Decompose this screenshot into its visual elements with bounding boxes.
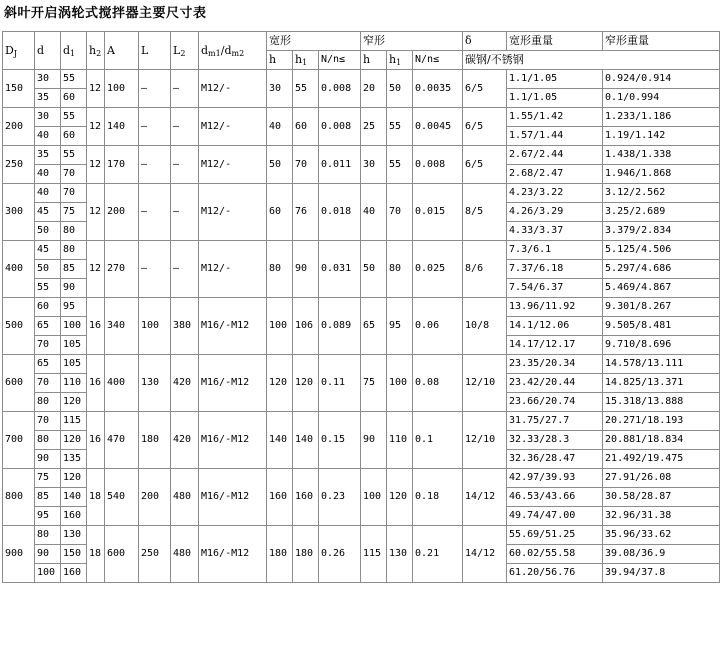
cell-wn: 0.11: [319, 355, 361, 412]
cell-wh1: 76: [293, 184, 319, 241]
cell-d: 80: [35, 393, 61, 412]
cell-l2: 480: [171, 526, 199, 583]
cell-d1: 115: [61, 412, 87, 431]
cell-d: 55: [35, 279, 61, 298]
cell-l: 200: [139, 469, 171, 526]
table-row: [3, 526, 720, 545]
header-l: L: [139, 32, 171, 70]
cell-wide-weight: 23.66/20.74: [507, 393, 603, 412]
cell-wn: 0.089: [319, 298, 361, 355]
cell-nh1: 110: [387, 412, 413, 469]
cell-l2: –: [171, 241, 199, 298]
table-row: [3, 412, 720, 431]
cell-dm: M12/-: [199, 70, 267, 108]
table-row: [3, 108, 720, 127]
cell-narrow-weight: 20.881/18.834: [603, 431, 720, 450]
cell-d: 50: [35, 222, 61, 241]
cell-dm: M16/-M12: [199, 298, 267, 355]
cell-nh: 20: [361, 70, 387, 108]
cell-narrow-weight: 30.58/28.87: [603, 488, 720, 507]
cell-d: 70: [35, 412, 61, 431]
cell-wide-weight: 4.33/3.37: [507, 222, 603, 241]
cell-delta: 10/8: [463, 298, 507, 355]
cell-narrow-weight: 5.297/4.686: [603, 260, 720, 279]
cell-wn: 0.15: [319, 412, 361, 469]
cell-l2: –: [171, 146, 199, 184]
cell-wide-weight: 1.1/1.05: [507, 70, 603, 89]
cell-d1: 95: [61, 298, 87, 317]
cell-narrow-weight: 1.946/1.868: [603, 165, 720, 184]
cell-d: 60: [35, 298, 61, 317]
table-body: [3, 70, 720, 583]
cell-d1: 110: [61, 374, 87, 393]
cell-dm: M12/-: [199, 146, 267, 184]
cell-wide-weight: 2.68/2.47: [507, 165, 603, 184]
cell-d1: 150: [61, 545, 87, 564]
header-dm: $d_{m1}/d_{m2}$: [199, 32, 267, 70]
cell-d: 65: [35, 355, 61, 374]
cell-d: 90: [35, 545, 61, 564]
cell-nh: 100: [361, 469, 387, 526]
cell-d: 65: [35, 317, 61, 336]
table-row: [3, 70, 720, 89]
cell-wide-weight: 31.75/27.7: [507, 412, 603, 431]
table-row: [3, 469, 720, 488]
header-narrow-weight: 窄形重量: [603, 32, 720, 51]
cell-delta: 8/6: [463, 241, 507, 298]
table-row: [3, 241, 720, 260]
cell-narrow-weight: 39.94/37.8: [603, 564, 720, 583]
cell-d: 30: [35, 70, 61, 89]
cell-wh: 140: [267, 412, 293, 469]
cell-wh: 30: [267, 70, 293, 108]
cell-nh1: 55: [387, 146, 413, 184]
cell-d: 35: [35, 89, 61, 108]
cell-nh1: 55: [387, 108, 413, 146]
cell-delta: 8/5: [463, 184, 507, 241]
header-narrow-h1: $h_1$: [387, 51, 413, 70]
header-h2: $h_2$: [87, 32, 105, 70]
cell-h2: 16: [87, 355, 105, 412]
cell-nh: 30: [361, 146, 387, 184]
cell-d1: 160: [61, 564, 87, 583]
header-wide-weight: 宽形重量: [507, 32, 603, 51]
cell-wide-weight: 13.96/11.92: [507, 298, 603, 317]
cell-narrow-weight: 20.271/18.193: [603, 412, 720, 431]
cell-dm: M12/-: [199, 241, 267, 298]
cell-d: 90: [35, 450, 61, 469]
cell-nn: 0.025: [413, 241, 463, 298]
cell-narrow-weight: 0.1/0.994: [603, 89, 720, 108]
cell-l: 100: [139, 298, 171, 355]
header-wide-ratio: N/n≤: [319, 51, 361, 70]
cell-wide-weight: 14.1/12.06: [507, 317, 603, 336]
header-wide-h: h: [267, 51, 293, 70]
cell-narrow-weight: 21.492/19.475: [603, 450, 720, 469]
cell-narrow-weight: 1.438/1.338: [603, 146, 720, 165]
cell-h2: 16: [87, 412, 105, 469]
cell-nh: 65: [361, 298, 387, 355]
cell-delta: 14/12: [463, 526, 507, 583]
cell-wh1: 160: [293, 469, 319, 526]
cell-dj: 900: [3, 526, 35, 583]
cell-nn: 0.1: [413, 412, 463, 469]
cell-nh1: 120: [387, 469, 413, 526]
cell-d1: 140: [61, 488, 87, 507]
cell-d: 85: [35, 488, 61, 507]
cell-wide-weight: 1.55/1.42: [507, 108, 603, 127]
cell-dj: 400: [3, 241, 35, 298]
cell-d: 45: [35, 203, 61, 222]
cell-nn: 0.0045: [413, 108, 463, 146]
cell-wh1: 106: [293, 298, 319, 355]
cell-wide-weight: 46.53/43.66: [507, 488, 603, 507]
cell-d1: 120: [61, 431, 87, 450]
cell-d1: 130: [61, 526, 87, 545]
cell-d1: 80: [61, 241, 87, 260]
cell-nn: 0.08: [413, 355, 463, 412]
header-row-1: [3, 32, 720, 51]
cell-wn: 0.008: [319, 108, 361, 146]
cell-nh1: 70: [387, 184, 413, 241]
cell-l2: 380: [171, 298, 199, 355]
cell-narrow-weight: 3.25/2.689: [603, 203, 720, 222]
cell-wide-weight: 1.57/1.44: [507, 127, 603, 146]
cell-nn: 0.18: [413, 469, 463, 526]
cell-dj: 150: [3, 70, 35, 108]
cell-nn: 0.008: [413, 146, 463, 184]
header-d1: $d_1$: [61, 32, 87, 70]
cell-nh: 50: [361, 241, 387, 298]
cell-a: 270: [105, 241, 139, 298]
cell-wide-weight: 32.36/28.47: [507, 450, 603, 469]
cell-delta: 14/12: [463, 469, 507, 526]
cell-d1: 60: [61, 127, 87, 146]
cell-narrow-weight: 3.379/2.834: [603, 222, 720, 241]
cell-d1: 55: [61, 108, 87, 127]
cell-a: 340: [105, 298, 139, 355]
cell-narrow-weight: 1.19/1.142: [603, 127, 720, 146]
header-narrow-ratio: N/n≤: [413, 51, 463, 70]
cell-nn: 0.06: [413, 298, 463, 355]
table-row: [3, 184, 720, 203]
cell-narrow-weight: 3.12/2.562: [603, 184, 720, 203]
cell-wh: 60: [267, 184, 293, 241]
cell-wide-weight: 23.42/20.44: [507, 374, 603, 393]
header-narrow: 窄形: [361, 32, 463, 51]
cell-nh1: 95: [387, 298, 413, 355]
cell-d1: 90: [61, 279, 87, 298]
cell-wn: 0.011: [319, 146, 361, 184]
cell-wh1: 180: [293, 526, 319, 583]
cell-narrow-weight: 0.924/0.914: [603, 70, 720, 89]
cell-d1: 70: [61, 165, 87, 184]
header-d: d: [35, 32, 61, 70]
cell-a: 140: [105, 108, 139, 146]
cell-nh: 75: [361, 355, 387, 412]
cell-d: 30: [35, 108, 61, 127]
cell-nh: 115: [361, 526, 387, 583]
cell-a: 170: [105, 146, 139, 184]
cell-wh1: 60: [293, 108, 319, 146]
cell-nh1: 50: [387, 70, 413, 108]
cell-l: –: [139, 70, 171, 108]
page-title: 斜叶开启涡轮式搅拌器主要尺寸表: [4, 6, 207, 21]
cell-dm: M12/-: [199, 108, 267, 146]
cell-d: 40: [35, 165, 61, 184]
cell-wh: 40: [267, 108, 293, 146]
cell-h2: 12: [87, 184, 105, 241]
header-narrow-h: h: [361, 51, 387, 70]
cell-dj: 500: [3, 298, 35, 355]
cell-wh: 50: [267, 146, 293, 184]
cell-delta: 6/5: [463, 70, 507, 108]
cell-d1: 55: [61, 70, 87, 89]
cell-wh1: 120: [293, 355, 319, 412]
cell-l: –: [139, 184, 171, 241]
cell-nn: 0.015: [413, 184, 463, 241]
cell-d: 80: [35, 526, 61, 545]
cell-narrow-weight: 5.469/4.867: [603, 279, 720, 298]
cell-l: 180: [139, 412, 171, 469]
cell-dj: 600: [3, 355, 35, 412]
cell-nh: 25: [361, 108, 387, 146]
cell-d1: 160: [61, 507, 87, 526]
cell-wide-weight: 2.67/2.44: [507, 146, 603, 165]
cell-wide-weight: 7.37/6.18: [507, 260, 603, 279]
cell-wide-weight: 14.17/12.17: [507, 336, 603, 355]
cell-wide-weight: 55.69/51.25: [507, 526, 603, 545]
dimension-table: [2, 31, 720, 583]
cell-wh1: 140: [293, 412, 319, 469]
cell-wide-weight: 60.02/55.58: [507, 545, 603, 564]
cell-d: 95: [35, 507, 61, 526]
cell-dm: M16/-M12: [199, 469, 267, 526]
cell-wh: 120: [267, 355, 293, 412]
cell-h2: 12: [87, 108, 105, 146]
cell-dj: 300: [3, 184, 35, 241]
cell-h2: 18: [87, 469, 105, 526]
cell-l2: –: [171, 70, 199, 108]
cell-wide-weight: 61.20/56.76: [507, 564, 603, 583]
cell-nh1: 80: [387, 241, 413, 298]
cell-nh: 40: [361, 184, 387, 241]
cell-dj: 200: [3, 108, 35, 146]
cell-delta: 12/10: [463, 412, 507, 469]
cell-wn: 0.031: [319, 241, 361, 298]
cell-wide-weight: 23.35/20.34: [507, 355, 603, 374]
cell-a: 100: [105, 70, 139, 108]
cell-l2: –: [171, 108, 199, 146]
cell-narrow-weight: 14.825/13.371: [603, 374, 720, 393]
cell-wn: 0.018: [319, 184, 361, 241]
cell-narrow-weight: 5.125/4.506: [603, 241, 720, 260]
cell-wh: 160: [267, 469, 293, 526]
cell-dj: 800: [3, 469, 35, 526]
cell-l2: 420: [171, 412, 199, 469]
cell-d1: 75: [61, 203, 87, 222]
cell-wh: 180: [267, 526, 293, 583]
cell-l: –: [139, 146, 171, 184]
cell-dm: M16/-M12: [199, 526, 267, 583]
header-material: 碳钢/不锈钢: [463, 51, 720, 70]
cell-wide-weight: 7.54/6.37: [507, 279, 603, 298]
cell-a: 540: [105, 469, 139, 526]
cell-d1: 120: [61, 469, 87, 488]
cell-a: 470: [105, 412, 139, 469]
cell-dj: 250: [3, 146, 35, 184]
cell-delta: 6/5: [463, 146, 507, 184]
cell-l: 130: [139, 355, 171, 412]
header-wide-h1: $h_1$: [293, 51, 319, 70]
cell-wh1: 70: [293, 146, 319, 184]
cell-narrow-weight: 27.91/26.08: [603, 469, 720, 488]
cell-d1: 100: [61, 317, 87, 336]
cell-wide-weight: 1.1/1.05: [507, 89, 603, 108]
cell-narrow-weight: 9.505/8.481: [603, 317, 720, 336]
cell-wide-weight: 7.3/6.1: [507, 241, 603, 260]
cell-d: 70: [35, 374, 61, 393]
cell-d: 45: [35, 241, 61, 260]
cell-l2: –: [171, 184, 199, 241]
cell-dm: M12/-: [199, 184, 267, 241]
cell-d1: 80: [61, 222, 87, 241]
table-row: [3, 355, 720, 374]
cell-d1: 105: [61, 355, 87, 374]
cell-d1: 70: [61, 184, 87, 203]
table-row: [3, 298, 720, 317]
cell-delta: 12/10: [463, 355, 507, 412]
header-dj: $D_J$: [3, 32, 35, 70]
cell-d: 75: [35, 469, 61, 488]
cell-narrow-weight: 39.08/36.9: [603, 545, 720, 564]
cell-d: 70: [35, 336, 61, 355]
cell-d1: 60: [61, 89, 87, 108]
cell-nh1: 100: [387, 355, 413, 412]
cell-d: 80: [35, 431, 61, 450]
table-header: [3, 32, 720, 70]
cell-wh1: 90: [293, 241, 319, 298]
cell-nh: 90: [361, 412, 387, 469]
cell-narrow-weight: 14.578/13.111: [603, 355, 720, 374]
cell-h2: 16: [87, 298, 105, 355]
cell-wh1: 55: [293, 70, 319, 108]
cell-d1: 105: [61, 336, 87, 355]
cell-l: –: [139, 108, 171, 146]
cell-d1: 85: [61, 260, 87, 279]
cell-wh: 80: [267, 241, 293, 298]
cell-dm: M16/-M12: [199, 412, 267, 469]
cell-d: 35: [35, 146, 61, 165]
header-wide: 宽形: [267, 32, 361, 51]
cell-d: 100: [35, 564, 61, 583]
cell-wh: 100: [267, 298, 293, 355]
cell-d1: 135: [61, 450, 87, 469]
cell-narrow-weight: 15.318/13.888: [603, 393, 720, 412]
cell-nh1: 130: [387, 526, 413, 583]
cell-l2: 480: [171, 469, 199, 526]
cell-h2: 12: [87, 241, 105, 298]
table-row: [3, 146, 720, 165]
cell-d1: 120: [61, 393, 87, 412]
cell-l: –: [139, 241, 171, 298]
cell-narrow-weight: 9.710/8.696: [603, 336, 720, 355]
cell-a: 400: [105, 355, 139, 412]
cell-wide-weight: 4.26/3.29: [507, 203, 603, 222]
cell-nn: 0.21: [413, 526, 463, 583]
cell-l: 250: [139, 526, 171, 583]
cell-dm: M16/-M12: [199, 355, 267, 412]
header-l2: $L_2$: [171, 32, 199, 70]
cell-wide-weight: 32.33/28.3: [507, 431, 603, 450]
cell-narrow-weight: 32.96/31.38: [603, 507, 720, 526]
cell-wide-weight: 49.74/47.00: [507, 507, 603, 526]
header-delta: δ: [463, 32, 507, 51]
cell-a: 600: [105, 526, 139, 583]
cell-nn: 0.0035: [413, 70, 463, 108]
cell-d1: 55: [61, 146, 87, 165]
cell-delta: 6/5: [463, 108, 507, 146]
cell-wide-weight: 4.23/3.22: [507, 184, 603, 203]
cell-dj: 700: [3, 412, 35, 469]
cell-wide-weight: 42.97/39.93: [507, 469, 603, 488]
cell-h2: 18: [87, 526, 105, 583]
cell-narrow-weight: 35.96/33.62: [603, 526, 720, 545]
cell-h2: 12: [87, 146, 105, 184]
cell-narrow-weight: 9.301/8.267: [603, 298, 720, 317]
cell-d: 50: [35, 260, 61, 279]
cell-wn: 0.008: [319, 70, 361, 108]
cell-wn: 0.26: [319, 526, 361, 583]
cell-h2: 12: [87, 70, 105, 108]
header-a: A: [105, 32, 139, 70]
cell-d: 40: [35, 184, 61, 203]
cell-d: 40: [35, 127, 61, 146]
cell-a: 200: [105, 184, 139, 241]
cell-wn: 0.23: [319, 469, 361, 526]
cell-l2: 420: [171, 355, 199, 412]
cell-narrow-weight: 1.233/1.186: [603, 108, 720, 127]
